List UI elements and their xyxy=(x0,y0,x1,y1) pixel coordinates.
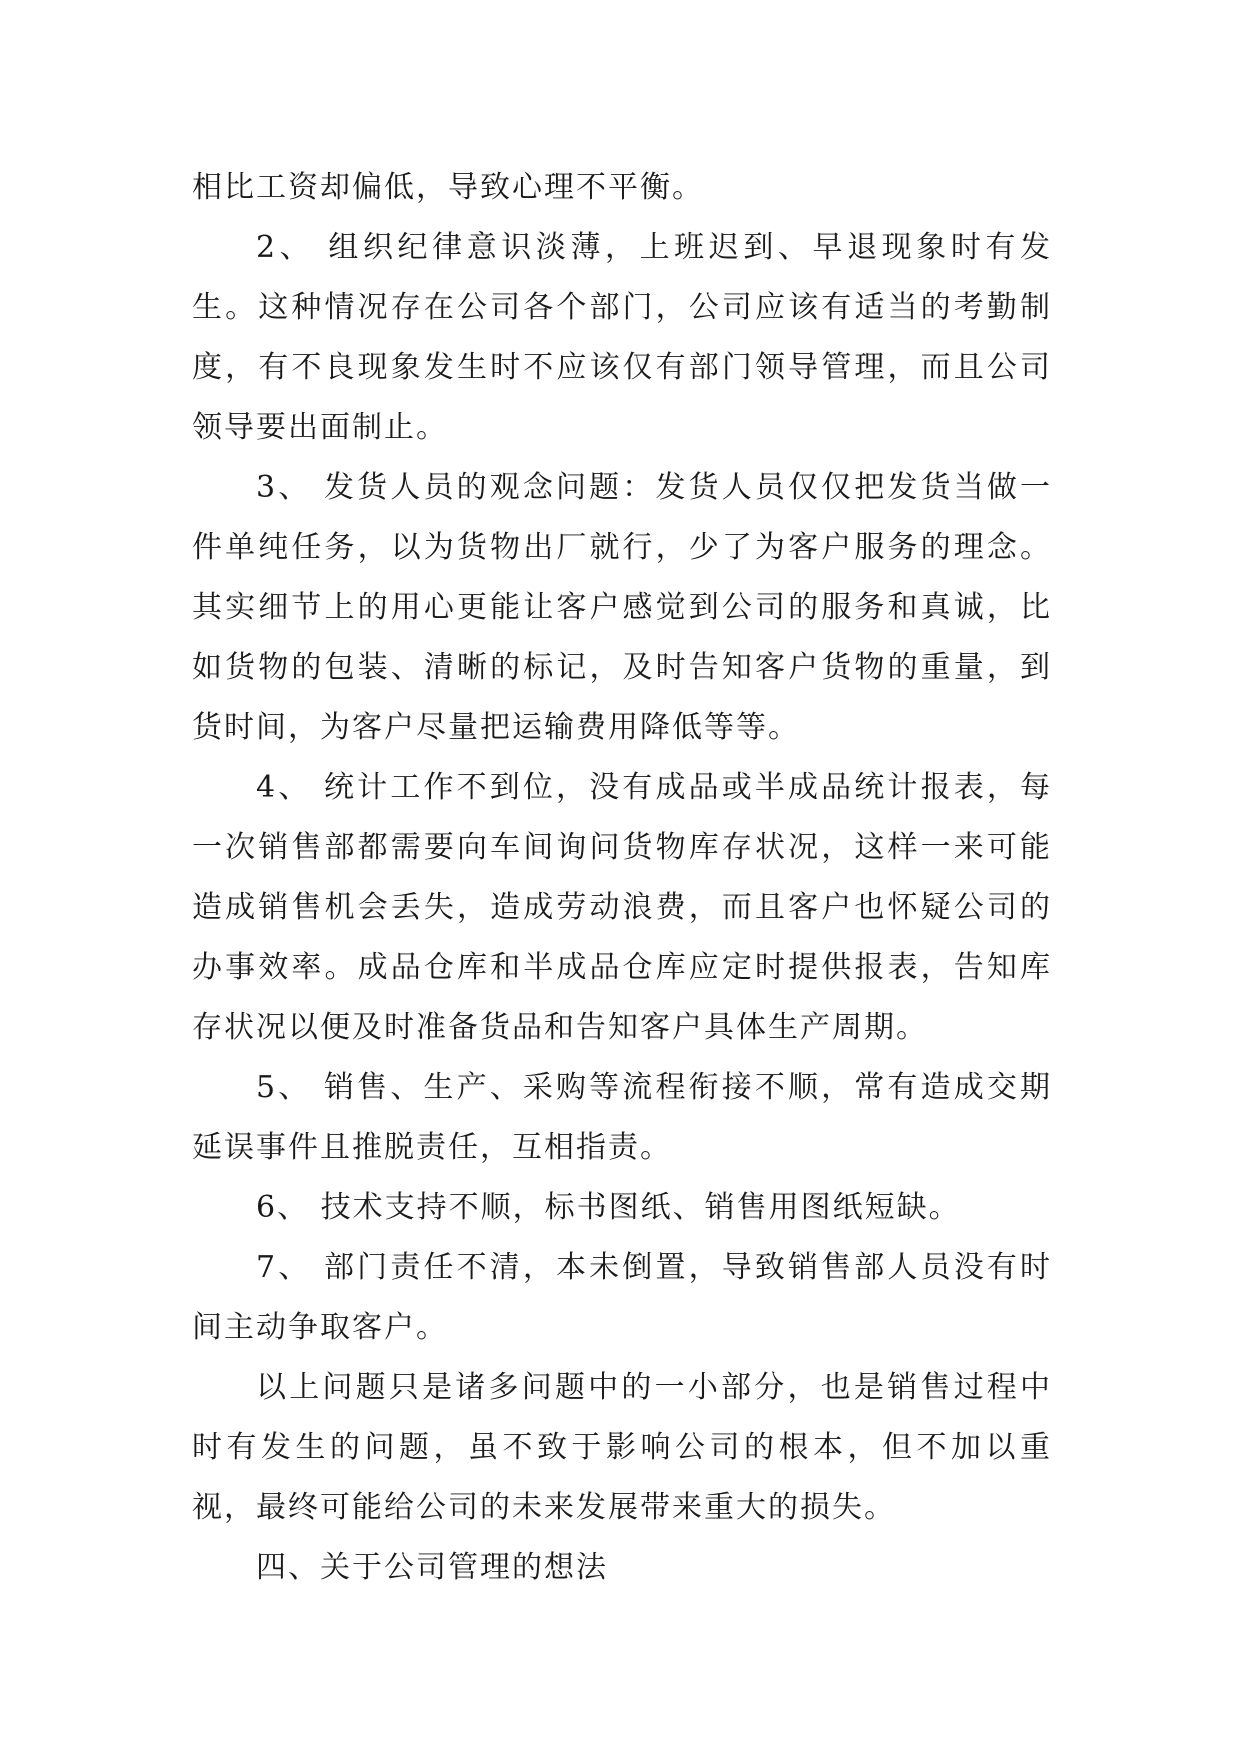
paragraph: 3、 发货人员的观念问题：发货人员仅仅把发货当做一件单纯任务，以为货物出厂就行，少了为客户服务的理念。其实细节上的用心更能让客户感觉到公司的服务和真诚，比如货物的包装、清晰的标记，及时告知客户货物的重量，到货时间，为客户尽量把运输费用降低等等。 xyxy=(192,470,1052,745)
paragraph: 以上问题只是诸多问题中的一小部分，也是销售过程中时有发生的问题，虽不致于影响公司的根本，但不加以重视，最终可能给公司的未来发展带来重大的损失。 xyxy=(192,1370,1052,1525)
paragraph: 4、 统计工作不到位，没有成品或半成品统计报表，每一次销售部都需要向车间询问货物库存状况，这样一来可能造成销售机会丢失，造成劳动浪费，而且客户也怀疑公司的办事效率。成品仓库和半成品仓库应定时提供报表，告知库存状况以便及时准备货品和告知客户具体生产周期。 xyxy=(192,770,1052,1045)
paragraph: 7、 部门责任不清，本未倒置，导致销售部人员没有时间主动争取客户。 xyxy=(192,1250,1052,1345)
paragraph: 相比工资却偏低，导致心理不平衡。 xyxy=(192,170,704,205)
document-body xyxy=(192,158,1052,1598)
paragraph: 2、 组织纪律意识淡薄，上班迟到、早退现象时有发生。这种情况存在公司各个部门，公司应该有适当的考勤制度，有不良现象发生时不应该仅有部门领导管理，而且公司领导要出面制止。 xyxy=(192,230,1052,445)
paragraph: 6、 技术支持不顺，标书图纸、销售用图纸短缺。 xyxy=(256,1190,961,1225)
paragraph: 5、 销售、生产、采购等流程衔接不顺，常有造成交期延误事件且推脱责任，互相指责。 xyxy=(192,1070,1052,1165)
section-heading: 四、关于公司管理的想法 xyxy=(256,1550,608,1585)
